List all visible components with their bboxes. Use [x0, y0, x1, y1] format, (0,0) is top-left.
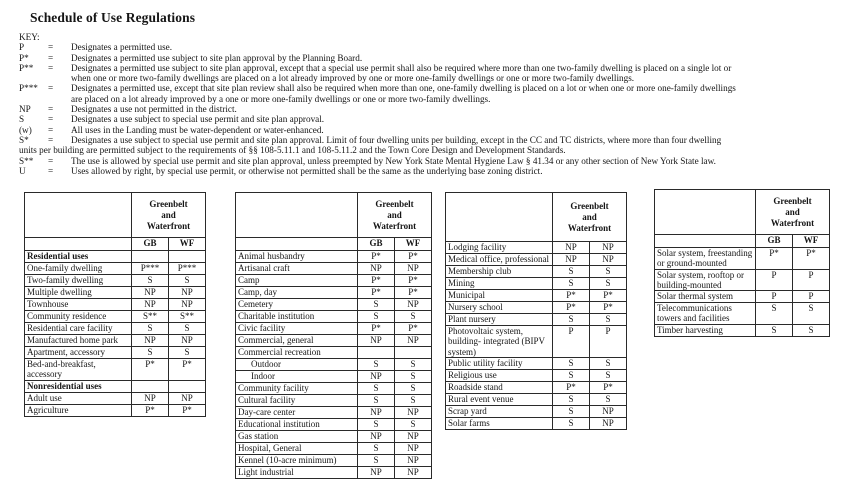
gb-value-cell: S	[358, 419, 395, 431]
gb-value-cell: S	[553, 405, 590, 417]
use-name-cell: Lodging facility	[446, 242, 553, 254]
use-name-cell: Civic facility	[236, 323, 358, 335]
key-entry-symbol: S	[19, 114, 25, 125]
wf-value-cell: P*	[169, 404, 206, 416]
use-name-cell: Artisanal craft	[236, 263, 358, 275]
key-entry-text: The use is allowed by special use permit and site plan approval, unless preempted by New York State Mental Hygiene Law § 41.34 or any other section of New York State law.	[71, 155, 716, 166]
key-entry-symbol: P**	[19, 62, 34, 73]
wf-value-cell: NP	[395, 455, 432, 467]
use-name-cell: Camp	[236, 275, 358, 287]
key-entry-text: Designates a use subject to special use permit and site plan approval. Limit of four dwelling units per building, except in the CC and TC districts, where more than four dwelling	[71, 134, 722, 145]
key-entry-symbol: NP	[19, 104, 31, 115]
wf-value-cell: S	[590, 314, 627, 326]
use-name-cell: Commercial recreation	[236, 347, 358, 359]
gb-value-cell: S	[553, 266, 590, 278]
column-header-row	[236, 238, 432, 251]
table-corner-cell	[655, 235, 756, 248]
use-name-cell: Solar system, freestanding or ground-mounted	[655, 248, 756, 270]
key-entry-text: Designates a permitted use subject to site plan approval by the Planning Board.	[71, 52, 363, 63]
table-row	[25, 275, 206, 287]
gb-value-cell: S**	[132, 311, 169, 323]
table-row	[236, 371, 432, 383]
table-header-row	[236, 193, 432, 238]
wf-value-cell: P*	[793, 248, 830, 270]
key-entry-equals: =	[48, 134, 54, 145]
gb-value-cell	[358, 347, 395, 359]
gb-value-cell: NP	[358, 371, 395, 383]
wf-value-cell: NP	[395, 299, 432, 311]
table-row	[446, 417, 627, 429]
page-title: Schedule of Use Regulations	[30, 10, 196, 25]
gb-value-cell: NP	[132, 392, 169, 404]
table-corner-cell	[25, 193, 132, 238]
key-entry-text: units per building are permitted subject to the requirements of §§ 108-5.11.1 and 108-5.11.2 and the Town Core Design and Development Standards.	[19, 145, 566, 156]
wf-value-cell: S**	[169, 311, 206, 323]
gb-value-cell: NP	[358, 467, 395, 479]
key-entry	[19, 145, 837, 155]
table-row	[236, 347, 432, 359]
table-row	[236, 311, 432, 323]
table-corner-cell	[236, 238, 358, 251]
gb-value-cell: S	[358, 359, 395, 371]
key-entry	[19, 42, 837, 52]
use-name-cell: Townhouse	[25, 299, 132, 311]
table-row	[446, 393, 627, 405]
table-row	[25, 251, 206, 263]
table-row	[236, 359, 432, 371]
gb-value-cell: P*	[553, 290, 590, 302]
wf-value-cell: S	[590, 266, 627, 278]
key-entry	[19, 73, 837, 83]
wf-value-cell: S	[590, 393, 627, 405]
gb-value-cell: P*	[553, 302, 590, 314]
table-row	[446, 357, 627, 369]
gb-value-cell: P*	[132, 404, 169, 416]
wf-value-cell: P***	[169, 263, 206, 275]
table-row	[446, 405, 627, 417]
use-name-cell: Community residence	[25, 311, 132, 323]
table-row	[25, 392, 206, 404]
use-name-cell: Rural event venue	[446, 393, 553, 405]
wf-value-cell: P*	[395, 287, 432, 299]
use-name-cell: Timber harvesting	[655, 324, 756, 336]
use-name-cell: Agriculture	[25, 404, 132, 416]
key-entry-symbol: P	[19, 42, 25, 53]
key-entry	[19, 94, 837, 104]
gb-value-cell	[132, 380, 169, 392]
key-entry	[19, 135, 837, 145]
use-name-cell: Two-family dwelling	[25, 275, 132, 287]
use-name-cell: Outdoor	[236, 359, 358, 371]
gb-value-cell: P	[756, 291, 793, 303]
wf-value-cell: S	[395, 383, 432, 395]
wf-value-cell: NP	[169, 299, 206, 311]
wf-value-cell: S	[395, 419, 432, 431]
use-table-facilities	[445, 192, 627, 430]
table-row	[25, 380, 206, 392]
table-corner-cell	[25, 238, 132, 251]
use-name-cell: Roadside stand	[446, 381, 553, 393]
table-header-cell: Greenbelt and Waterfront	[358, 193, 432, 238]
gb-value-cell: P	[553, 326, 590, 358]
wf-column-header: WF	[169, 238, 206, 251]
table-row	[236, 335, 432, 347]
use-name-cell: Religious use	[446, 369, 553, 381]
use-name-cell: Medical office, professional	[446, 254, 553, 266]
key-entry	[19, 166, 837, 176]
table-row	[25, 311, 206, 323]
key-entry	[19, 156, 837, 166]
key-entry	[19, 104, 837, 114]
key-section	[19, 32, 837, 176]
use-name-cell: Light industrial	[236, 467, 358, 479]
gb-column-header: GB	[358, 238, 395, 251]
use-name-cell: Commercial, general	[236, 335, 358, 347]
key-entry-equals: =	[48, 62, 54, 73]
use-name-cell: Gas station	[236, 431, 358, 443]
wf-value-cell: NP	[395, 407, 432, 419]
gb-value-cell: P*	[756, 248, 793, 270]
wf-value-cell: P*	[169, 359, 206, 381]
wf-value-cell: NP	[395, 335, 432, 347]
key-entry-symbol: U	[19, 165, 26, 176]
gb-value-cell: S	[358, 311, 395, 323]
gb-value-cell: S	[553, 417, 590, 429]
use-name-cell: Nonresidential uses	[25, 380, 132, 392]
use-name-cell: Manufactured home park	[25, 335, 132, 347]
table-row	[236, 287, 432, 299]
key-heading: KEY:	[19, 32, 40, 42]
key-entry-symbol: (w)	[19, 124, 32, 135]
table-row	[655, 303, 830, 325]
wf-value-cell: S	[395, 311, 432, 323]
wf-value-cell: S	[395, 395, 432, 407]
schedule-table	[235, 192, 432, 479]
key-entry-equals: =	[48, 124, 54, 135]
wf-column-header: WF	[395, 238, 432, 251]
wf-value-cell: NP	[169, 335, 206, 347]
wf-value-cell: S	[169, 323, 206, 335]
wf-value-cell	[395, 347, 432, 359]
use-name-cell: One-family dwelling	[25, 263, 132, 275]
key-entry	[19, 63, 837, 73]
use-name-cell: Photovoltaic system, building- integrated (BIPV system)	[446, 326, 553, 358]
table-row	[446, 302, 627, 314]
use-name-cell: Plant nursery	[446, 314, 553, 326]
wf-value-cell: P*	[395, 251, 432, 263]
key-entry-text: are placed on a lot already improved by a one or more one-family dwellings or one or more two-family dwellings.	[71, 93, 491, 104]
use-name-cell: Charitable institution	[236, 311, 358, 323]
wf-value-cell	[169, 251, 206, 263]
gb-value-cell: S	[358, 455, 395, 467]
wf-value-cell: S	[395, 371, 432, 383]
use-table-residential	[24, 192, 206, 417]
wf-value-cell: NP	[395, 443, 432, 455]
gb-value-cell: P*	[358, 275, 395, 287]
table-row	[25, 404, 206, 416]
use-name-cell: Mining	[446, 278, 553, 290]
wf-value-cell: P*	[590, 290, 627, 302]
table-header-cell: Greenbelt and Waterfront	[756, 190, 830, 235]
wf-value-cell: NP	[590, 242, 627, 254]
use-name-cell: Membership club	[446, 266, 553, 278]
use-name-cell: Telecommunications towers and facilities	[655, 303, 756, 325]
use-table-solar-utilities	[654, 189, 830, 337]
gb-value-cell	[132, 251, 169, 263]
gb-value-cell: P*	[358, 251, 395, 263]
table-header-row	[25, 193, 206, 238]
table-row	[236, 443, 432, 455]
table-row	[25, 359, 206, 381]
table-row	[25, 335, 206, 347]
use-name-cell: Solar thermal system	[655, 291, 756, 303]
key-entry	[19, 125, 837, 135]
schedule-table	[654, 189, 830, 337]
use-name-cell: Adult use	[25, 392, 132, 404]
use-name-cell: Camp, day	[236, 287, 358, 299]
wf-value-cell: S	[793, 303, 830, 325]
gb-value-cell: NP	[358, 431, 395, 443]
key-entry-text: when one or more two-family dwellings are placed on a lot already improved by one or more one-family dwellings or one or more two-family dwellings.	[71, 73, 635, 84]
use-name-cell: Hospital, General	[236, 443, 358, 455]
wf-value-cell: S	[169, 347, 206, 359]
use-name-cell: Cemetery	[236, 299, 358, 311]
use-name-cell: Indoor	[236, 371, 358, 383]
key-entry-text: All uses in the Landing must be water-dependent or water-enhanced.	[71, 124, 324, 135]
gb-value-cell: S	[358, 443, 395, 455]
gb-value-cell: NP	[132, 299, 169, 311]
gb-value-cell: S	[553, 369, 590, 381]
wf-value-cell: NP	[395, 263, 432, 275]
gb-value-cell: S	[132, 323, 169, 335]
key-entry-symbol: S**	[19, 155, 34, 166]
wf-value-cell: NP	[395, 431, 432, 443]
table-row	[236, 299, 432, 311]
wf-value-cell: P	[793, 291, 830, 303]
key-entry-equals: =	[48, 83, 54, 94]
gb-column-header: GB	[132, 238, 169, 251]
key-entry-equals: =	[48, 52, 54, 63]
key-entry-symbol: P*	[19, 52, 29, 63]
wf-value-cell: P*	[395, 275, 432, 287]
wf-value-cell: S	[169, 275, 206, 287]
key-entry-equals: =	[48, 165, 54, 176]
table-row	[236, 383, 432, 395]
gb-value-cell: S	[553, 357, 590, 369]
table-row	[236, 275, 432, 287]
wf-value-cell: P	[590, 326, 627, 358]
table-row	[236, 395, 432, 407]
table-row	[236, 431, 432, 443]
wf-value-cell: S	[590, 369, 627, 381]
table-corner-cell	[446, 193, 553, 242]
key-entry	[19, 53, 837, 63]
table-row	[446, 369, 627, 381]
table-header-row	[655, 190, 830, 235]
column-header-row	[655, 235, 830, 248]
table-row	[236, 323, 432, 335]
gb-value-cell: S	[553, 393, 590, 405]
wf-value-cell: S	[590, 357, 627, 369]
use-name-cell: Educational institution	[236, 419, 358, 431]
table-row	[236, 407, 432, 419]
wf-value-cell	[169, 380, 206, 392]
use-name-cell: Multiple dwelling	[25, 287, 132, 299]
gb-value-cell: P***	[132, 263, 169, 275]
use-name-cell: Apartment, accessory	[25, 347, 132, 359]
gb-value-cell: S	[553, 278, 590, 290]
gb-value-cell: S	[553, 314, 590, 326]
wf-value-cell: S	[793, 324, 830, 336]
use-name-cell: Residential uses	[25, 251, 132, 263]
use-name-cell: Animal husbandry	[236, 251, 358, 263]
table-row	[655, 291, 830, 303]
key-entry-symbol: P***	[19, 83, 38, 94]
table-row	[655, 324, 830, 336]
schedule-table	[24, 192, 206, 417]
table-row	[236, 455, 432, 467]
key-entry-text: Uses allowed by right, by special use permit, or otherwise not permitted shall be the same as the underlying base zoning district.	[71, 165, 543, 176]
wf-value-cell: P*	[395, 323, 432, 335]
wf-value-cell: NP	[169, 392, 206, 404]
table-row	[236, 263, 432, 275]
gb-value-cell: NP	[132, 287, 169, 299]
wf-column-header: WF	[793, 235, 830, 248]
gb-value-cell: NP	[553, 254, 590, 266]
table-row	[446, 314, 627, 326]
key-entry-equals: =	[48, 114, 54, 125]
key-entry-symbol: S*	[19, 134, 29, 145]
gb-value-cell: NP	[553, 242, 590, 254]
use-name-cell: Nursery school	[446, 302, 553, 314]
use-name-cell: Cultural facility	[236, 395, 358, 407]
table-row	[236, 419, 432, 431]
gb-value-cell: P*	[132, 359, 169, 381]
wf-value-cell: NP	[590, 254, 627, 266]
key-entry-text: Designates a use subject to special use permit and site plan approval.	[71, 114, 325, 125]
gb-value-cell: NP	[358, 407, 395, 419]
column-header-row	[25, 238, 206, 251]
gb-value-cell: NP	[358, 335, 395, 347]
use-name-cell: Kennel (10-acre minimum)	[236, 455, 358, 467]
key-entry-equals: =	[48, 104, 54, 115]
table-row	[236, 251, 432, 263]
table-header-cell: Greenbelt and Waterfront	[132, 193, 206, 238]
table-row	[446, 242, 627, 254]
table-row	[25, 323, 206, 335]
gb-value-cell: S	[358, 395, 395, 407]
gb-value-cell: P	[756, 269, 793, 291]
table-header-cell: Greenbelt and Waterfront	[553, 193, 627, 242]
table-row	[446, 290, 627, 302]
key-entry-text: Designates a permitted use.	[71, 42, 173, 53]
gb-value-cell: S	[358, 383, 395, 395]
use-name-cell: Community facility	[236, 383, 358, 395]
table-corner-cell	[236, 193, 358, 238]
wf-value-cell: NP	[395, 467, 432, 479]
key-entry	[19, 114, 837, 124]
wf-value-cell: P*	[590, 381, 627, 393]
table-row	[655, 248, 830, 270]
use-name-cell: Solar farms	[446, 417, 553, 429]
wf-value-cell: S	[395, 359, 432, 371]
schedule-table	[445, 192, 627, 430]
key-entry-equals: =	[48, 42, 54, 53]
wf-value-cell: NP	[590, 417, 627, 429]
table-row	[236, 467, 432, 479]
use-name-cell: Day-care center	[236, 407, 358, 419]
key-entry	[19, 83, 837, 93]
gb-value-cell: S	[132, 347, 169, 359]
table-row	[446, 254, 627, 266]
table-corner-cell	[655, 190, 756, 235]
key-rows	[19, 42, 837, 176]
gb-value-cell: S	[358, 299, 395, 311]
gb-column-header: GB	[756, 235, 793, 248]
gb-value-cell: S	[756, 324, 793, 336]
wf-value-cell: NP	[169, 287, 206, 299]
key-entry-equals: =	[48, 155, 54, 166]
gb-value-cell: S	[132, 275, 169, 287]
table-row	[446, 278, 627, 290]
table-row	[25, 347, 206, 359]
use-name-cell: Residential care facility	[25, 323, 132, 335]
key-entry-text: Designates a permitted use subject to site plan approval, except that a special use permit shall also be required where more than one two-family dwelling is placed on a single lot or	[71, 62, 732, 73]
gb-value-cell: NP	[132, 335, 169, 347]
wf-value-cell: P*	[590, 302, 627, 314]
wf-value-cell: S	[590, 278, 627, 290]
use-name-cell: Public utility facility	[446, 357, 553, 369]
use-table-commercial	[235, 192, 432, 479]
table-row	[25, 263, 206, 275]
key-entry-text: Designates a permitted use, except that site plan review shall also be required when more than one, one-family dwelling is placed on a lot or when one or more one-family dwellings	[71, 83, 736, 94]
table-row	[446, 326, 627, 358]
key-entry-text: Designates a use not permitted in the district.	[71, 104, 237, 115]
gb-value-cell: P*	[553, 381, 590, 393]
table-row	[25, 287, 206, 299]
table-row	[446, 266, 627, 278]
table-row	[446, 381, 627, 393]
use-name-cell: Solar system, rooftop or building-mounted	[655, 269, 756, 291]
wf-value-cell: NP	[590, 405, 627, 417]
use-name-cell: Scrap yard	[446, 405, 553, 417]
table-row	[655, 269, 830, 291]
gb-value-cell: P*	[358, 287, 395, 299]
gb-value-cell: NP	[358, 263, 395, 275]
use-name-cell: Municipal	[446, 290, 553, 302]
table-header-row	[446, 193, 627, 242]
gb-value-cell: P*	[358, 323, 395, 335]
use-name-cell: Bed-and-breakfast, accessory	[25, 359, 132, 381]
table-row	[25, 299, 206, 311]
gb-value-cell: S	[756, 303, 793, 325]
wf-value-cell: P	[793, 269, 830, 291]
